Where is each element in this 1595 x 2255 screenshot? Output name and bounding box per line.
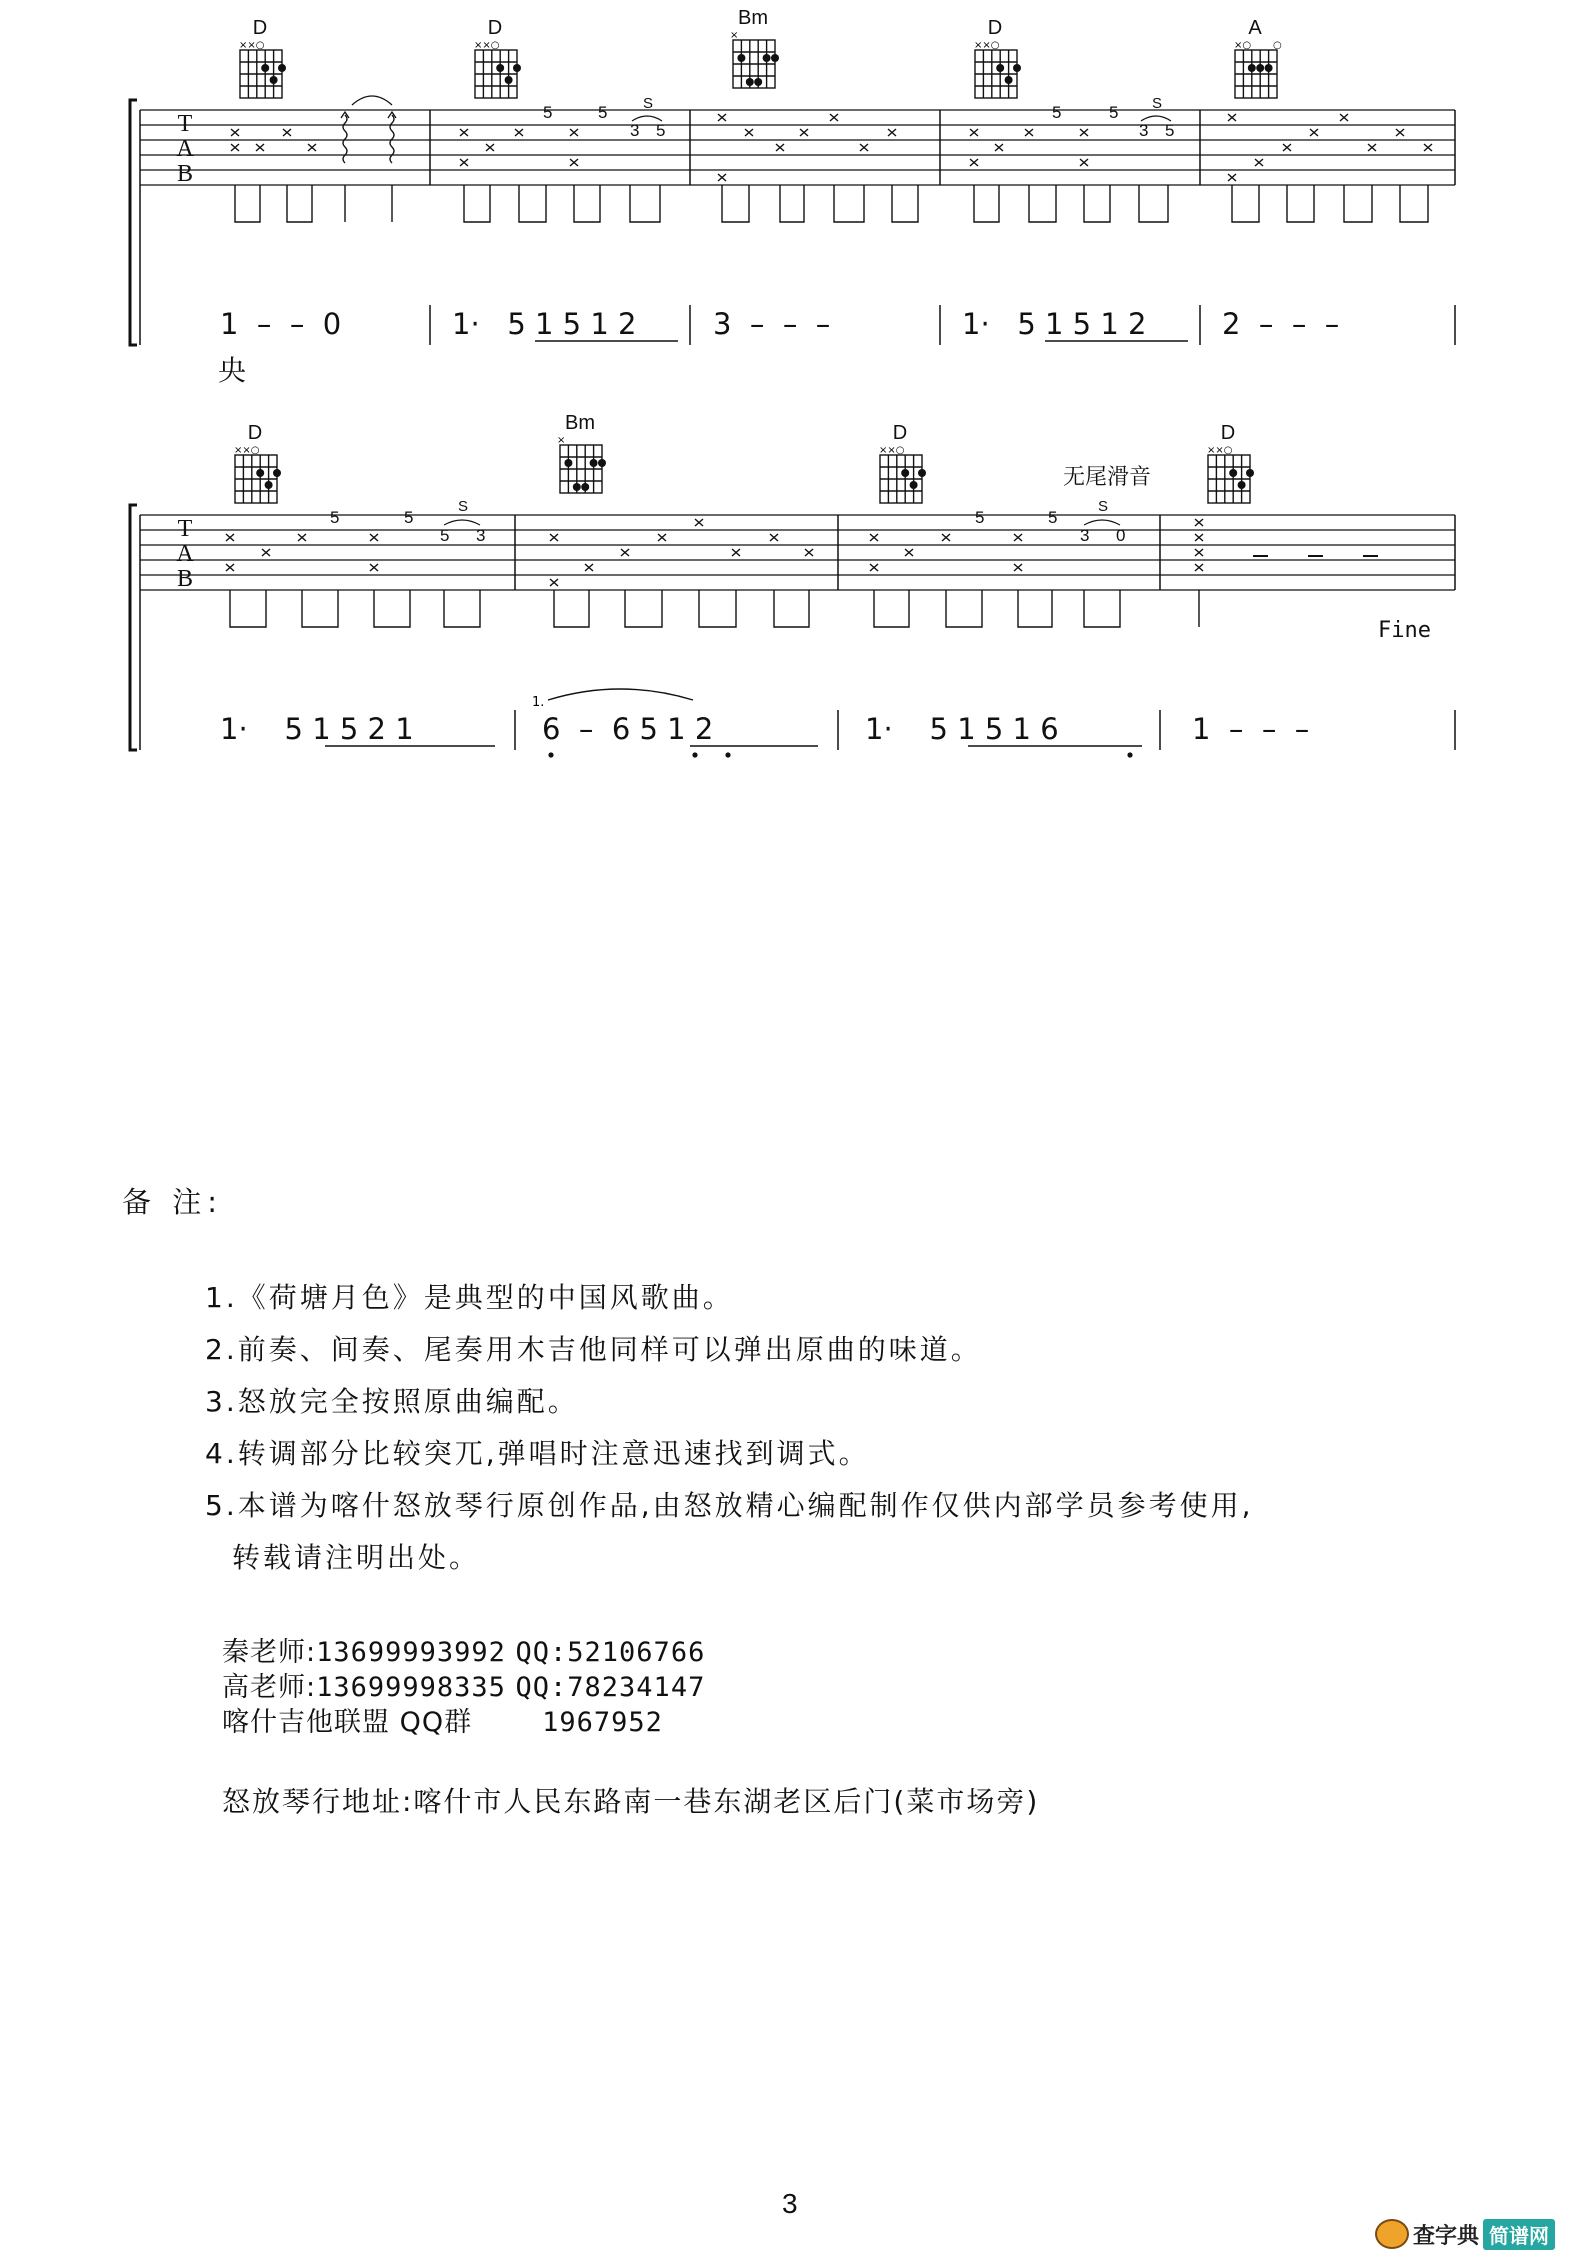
system-bracket bbox=[130, 100, 137, 345]
jianpu-measure: 2 – – – bbox=[1222, 307, 1340, 341]
svg-text:S: S bbox=[643, 95, 654, 112]
contact-name: 高老师: bbox=[222, 1672, 317, 1703]
remark-item: 3.怒放完全按照原曲编配。 bbox=[205, 1385, 579, 1418]
svg-text:×: × bbox=[730, 30, 739, 41]
contact-qq: QQ:78234147 bbox=[515, 1672, 706, 1703]
remark-item: 5.本谱为喀什怒放琴行原创作品,由怒放精心编配制作仅供内部学员参考使用, bbox=[205, 1489, 1254, 1522]
svg-text:××○: ××○ bbox=[234, 445, 260, 456]
svg-text:5: 5 bbox=[404, 508, 414, 527]
svg-text:3: 3 bbox=[476, 526, 486, 545]
contact-phone: 13699998335 bbox=[316, 1672, 506, 1703]
svg-text:5: 5 bbox=[1048, 508, 1058, 527]
mascot-icon bbox=[1375, 2219, 1409, 2249]
remark-item: 1.《荷塘月色》是典型的中国风歌曲。 bbox=[205, 1281, 734, 1314]
slide-marks bbox=[632, 95, 1171, 121]
chord-diagram bbox=[1207, 422, 1254, 503]
tab-letter-a: A bbox=[176, 541, 194, 567]
fret-numbers bbox=[330, 508, 1125, 545]
tab-letter-t: T bbox=[177, 111, 193, 137]
rhythm-stems bbox=[230, 590, 1199, 627]
remark-item: 2.前奏、间奏、尾奏用木吉他同样可以弹出原曲的味道。 bbox=[205, 1333, 982, 1366]
svg-text:5: 5 bbox=[543, 103, 553, 122]
svg-text:S: S bbox=[458, 498, 469, 515]
fret-numbers bbox=[543, 103, 1174, 140]
volta-mark: 1. bbox=[532, 695, 545, 710]
contact-qq: QQ:52106766 bbox=[515, 1637, 706, 1668]
chord-diagram bbox=[557, 412, 606, 493]
svg-text:5: 5 bbox=[1052, 103, 1062, 122]
svg-text:××○: ××○ bbox=[474, 40, 500, 51]
svg-text:S: S bbox=[1152, 95, 1163, 112]
remark-item: 4.转调部分比较突兀,弹唱时注意迅速找到调式。 bbox=[205, 1437, 870, 1470]
system-bracket bbox=[130, 505, 137, 750]
site-watermark bbox=[1375, 2218, 1585, 2250]
tab-letter-b: B bbox=[176, 566, 194, 592]
chord-diagram bbox=[1234, 17, 1282, 98]
svg-text:5: 5 bbox=[1165, 121, 1175, 140]
svg-text:5: 5 bbox=[598, 103, 608, 122]
svg-text:3: 3 bbox=[1139, 121, 1149, 140]
svg-text:××○: ××○ bbox=[1207, 445, 1233, 456]
tab-notes bbox=[231, 114, 1432, 181]
jianpu-measure: 1· 5 1 5 1 2 bbox=[962, 307, 1147, 341]
svg-text:×○: ×○ bbox=[1234, 40, 1252, 51]
system-1 bbox=[130, 7, 1455, 387]
svg-text:×: × bbox=[557, 435, 566, 446]
chord-name: D bbox=[247, 422, 263, 444]
jianpu-measure: 1· 5 1 5 1 6 bbox=[865, 712, 1059, 746]
jianpu-measure: 1 – – 0 bbox=[220, 307, 342, 341]
contact-line bbox=[222, 1700, 663, 1739]
svg-text:5: 5 bbox=[330, 508, 340, 527]
contact-name: 喀什吉他联盟 QQ群 bbox=[222, 1707, 473, 1738]
chord-name: Bm bbox=[565, 412, 595, 434]
contact-qq: 1967952 bbox=[542, 1707, 663, 1738]
svg-text:××○: ××○ bbox=[974, 40, 1000, 51]
chord-name: D bbox=[487, 17, 503, 39]
page-number: 3 bbox=[782, 2188, 798, 2219]
svg-text:0: 0 bbox=[1116, 526, 1126, 545]
contact-name: 秦老师: bbox=[222, 1637, 317, 1668]
fine-marking: Fine bbox=[1378, 618, 1431, 643]
tab-notes bbox=[226, 519, 1203, 586]
chord-diagram bbox=[239, 17, 286, 98]
guitar-tab-score bbox=[0, 0, 1595, 800]
contact-line bbox=[222, 1630, 705, 1669]
rhythm-stems bbox=[235, 185, 1428, 222]
chord-name: D bbox=[892, 422, 908, 444]
svg-text:3: 3 bbox=[1080, 526, 1090, 545]
watermark-badge: 简谱网 bbox=[1483, 2219, 1555, 2250]
chord-name: D bbox=[252, 17, 268, 39]
jianpu-measure: 6 – 6 5 1 2 bbox=[542, 712, 714, 746]
chord-diagram bbox=[234, 422, 281, 503]
svg-text:××○: ××○ bbox=[239, 40, 265, 51]
jianpu-line bbox=[220, 689, 1455, 758]
chord-name: D bbox=[987, 17, 1003, 39]
svg-text:5: 5 bbox=[975, 508, 985, 527]
svg-text:5: 5 bbox=[656, 121, 666, 140]
tab-letter-b: B bbox=[176, 161, 194, 187]
lyric-text: 央 bbox=[218, 354, 247, 387]
tab-letter-a: A bbox=[176, 136, 194, 162]
svg-text:S: S bbox=[1098, 498, 1109, 515]
watermark-site-name: 查字典 bbox=[1413, 2223, 1480, 2249]
svg-text:3: 3 bbox=[630, 121, 640, 140]
jianpu-measure: 1· 5 1 5 2 1 bbox=[220, 712, 414, 746]
chord-name: A bbox=[1248, 17, 1262, 39]
jianpu-measure: 1· 5 1 5 1 2 bbox=[452, 307, 637, 341]
remarks-heading: 备 注: bbox=[122, 1185, 223, 1219]
store-address: 怒放琴行地址:喀什市人民东路南一巷东湖老区后门(菜市场旁) bbox=[222, 1785, 1040, 1818]
tab-staff-lines bbox=[140, 110, 1455, 185]
svg-text:××○: ××○ bbox=[879, 445, 905, 456]
contact-line bbox=[222, 1665, 705, 1704]
svg-text:○: ○ bbox=[1273, 40, 1282, 51]
jianpu-line bbox=[220, 305, 1455, 345]
svg-text:5: 5 bbox=[440, 526, 450, 545]
chord-diagram bbox=[879, 422, 926, 503]
jianpu-measure: 3 – – – bbox=[713, 307, 831, 341]
svg-text:5: 5 bbox=[1109, 103, 1119, 122]
contact-phone: 13699993992 bbox=[316, 1637, 506, 1668]
chord-diagram bbox=[474, 17, 521, 98]
chord-diagram bbox=[974, 17, 1021, 98]
jianpu-measure: 1 – – – bbox=[1192, 712, 1310, 746]
remark-item: 转载请注明出处。 bbox=[232, 1541, 481, 1574]
chord-diagram bbox=[730, 7, 779, 88]
chord-name: Bm bbox=[738, 7, 768, 29]
system-2 bbox=[130, 412, 1455, 758]
slide-marks bbox=[444, 498, 1120, 525]
arpeggio-marks bbox=[341, 96, 396, 163]
slide-annotation: 无尾滑音 bbox=[1063, 465, 1152, 490]
tab-letter-t: T bbox=[177, 516, 193, 542]
chord-name: D bbox=[1220, 422, 1236, 444]
